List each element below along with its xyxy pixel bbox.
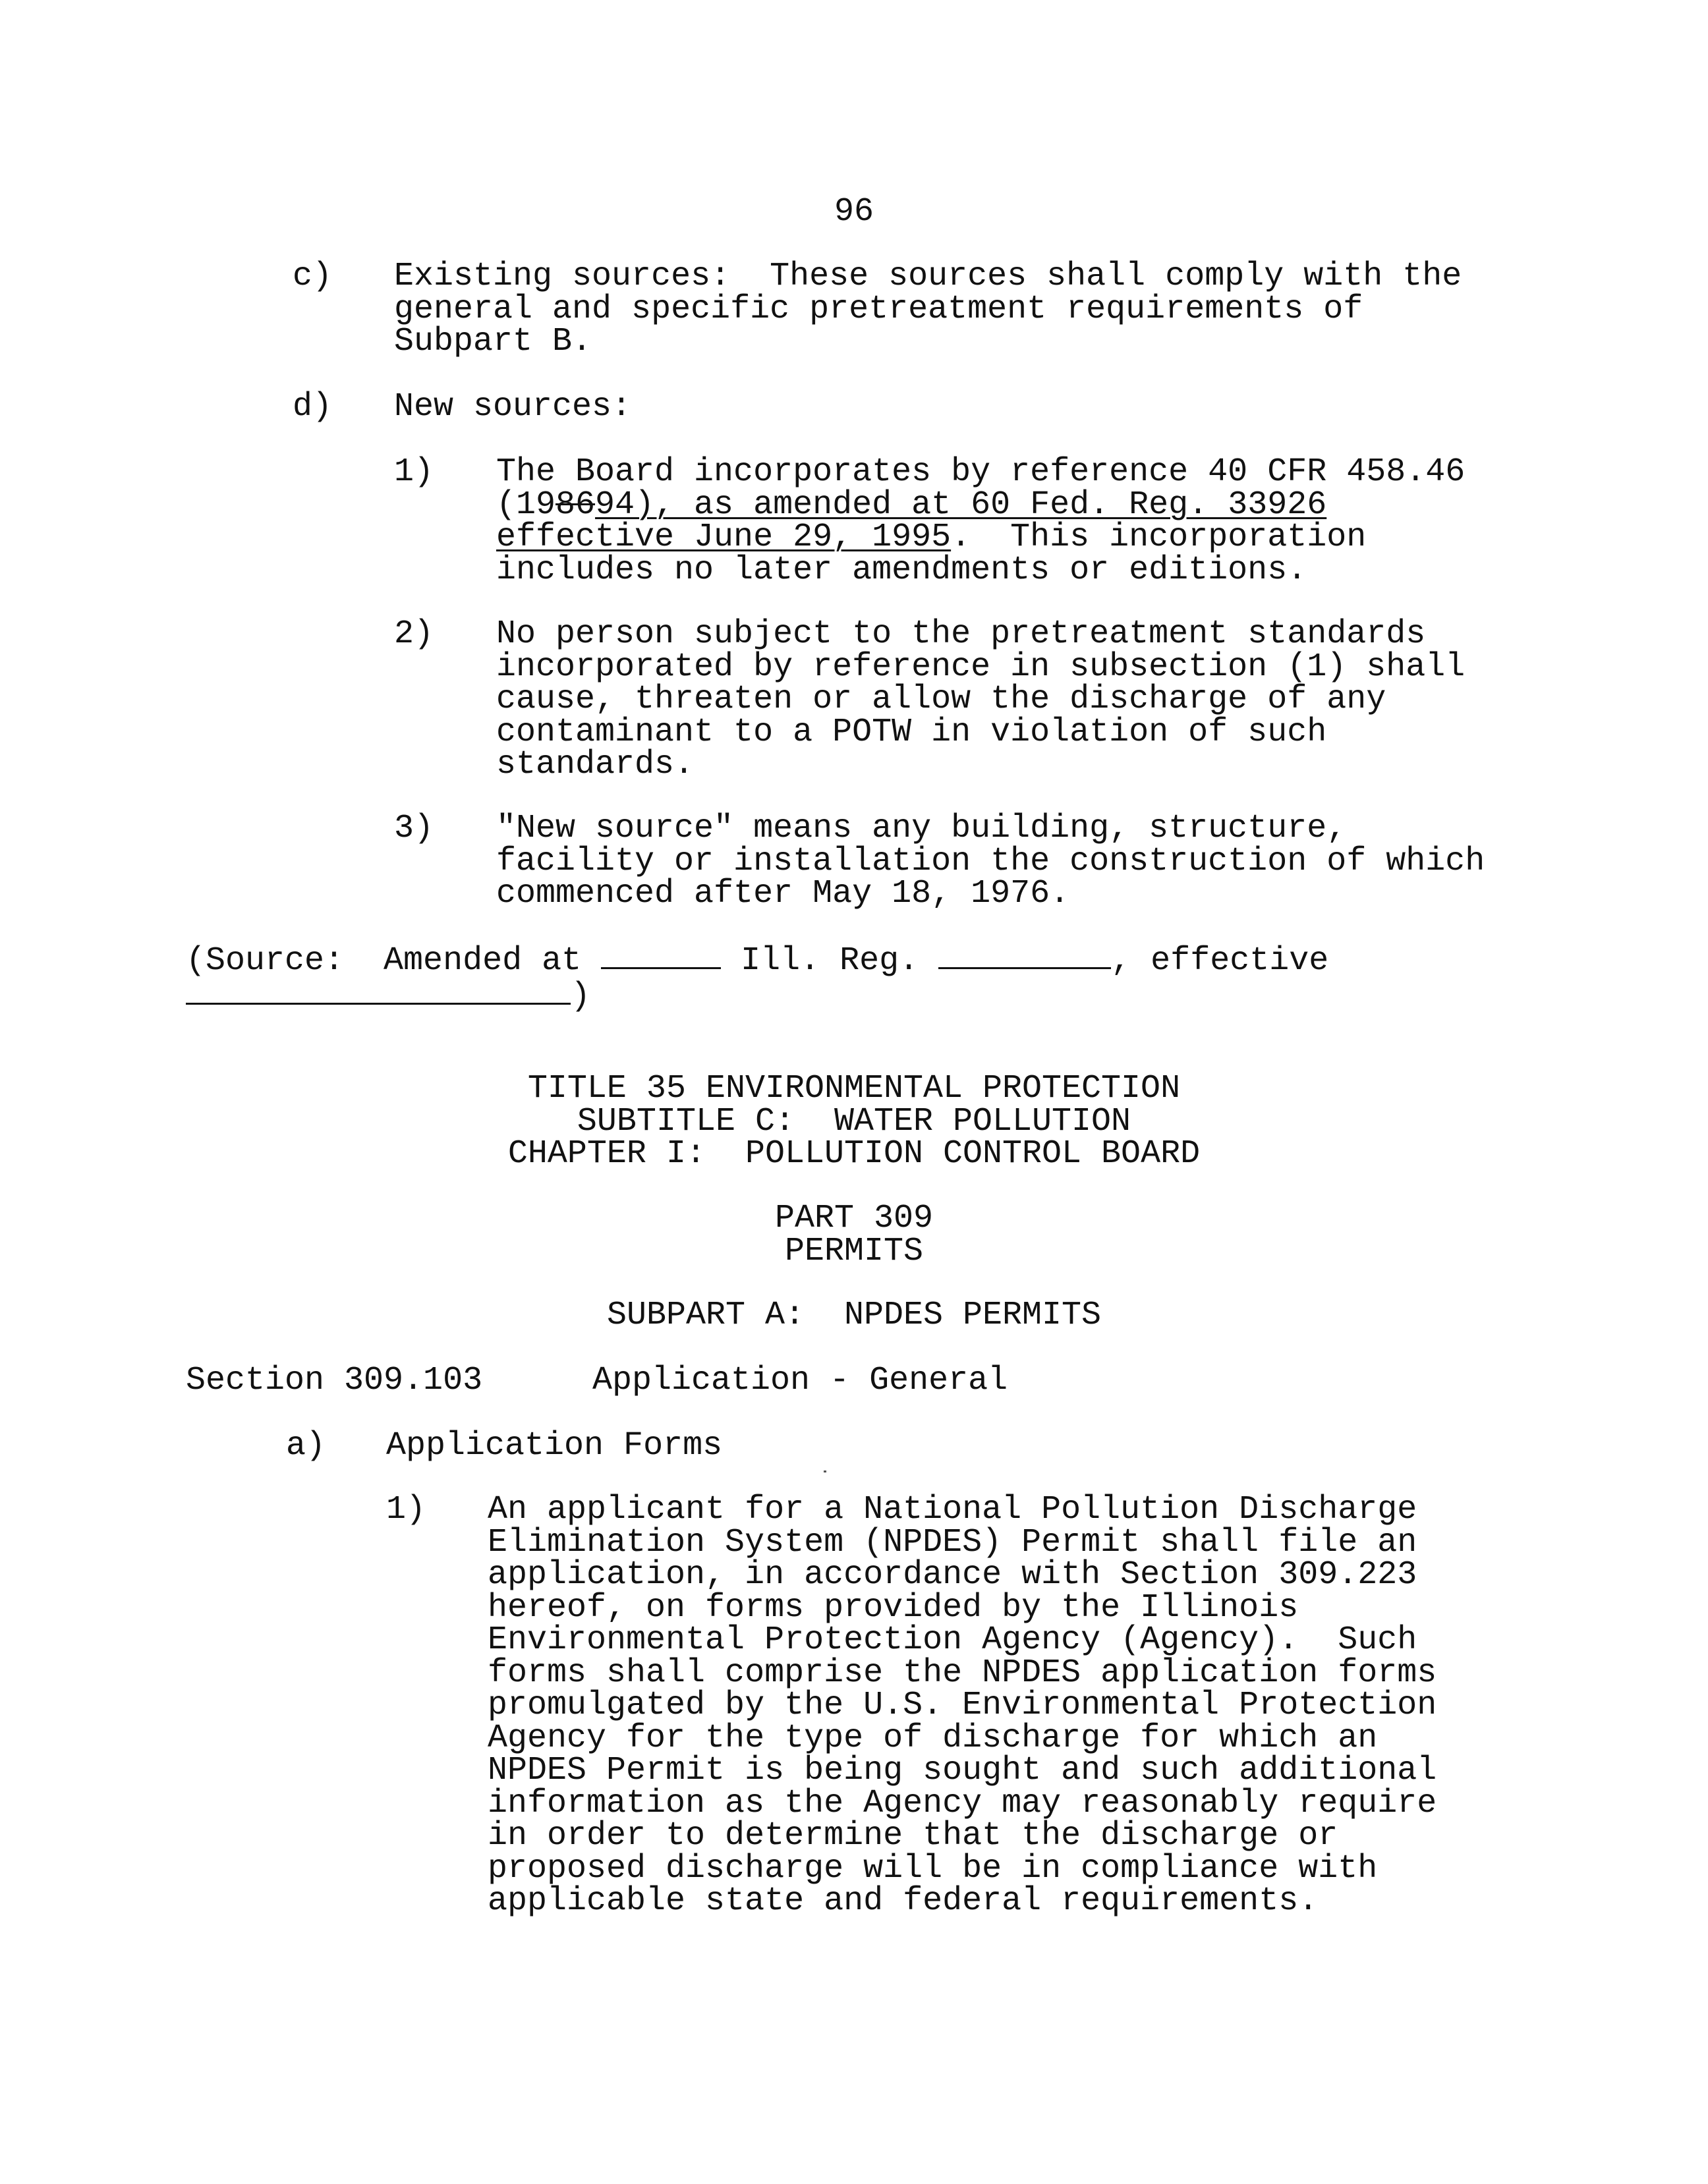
text-line: Agency for the type of discharge for which an [488, 1719, 1378, 1757]
heading-subpart: SUBPART A: NPDES PERMITS [606, 1297, 1102, 1334]
text-line: standards. [496, 746, 695, 783]
text-line: in order to determine that the discharge or [488, 1817, 1338, 1855]
item-c-label: c) [293, 258, 333, 295]
text-line: application, in accordance with Section 309.223 [488, 1556, 1417, 1594]
text-line: No person subject to the pretreatment standards [496, 615, 1426, 653]
inserted-text: effective June 29, 1995 [496, 518, 952, 556]
text-line: "New source" means any building, structure, [496, 810, 1347, 847]
item-a-label: a) [286, 1427, 326, 1465]
text-plain: . This incorporation [951, 518, 1367, 556]
item-d3-text [496, 812, 1485, 910]
heading-title: TITLE 35 ENVIRONMENTAL PROTECTION [527, 1070, 1181, 1107]
text-line: contaminant to a POTW in violation of such [496, 713, 1327, 751]
part-heading [0, 1202, 1708, 1268]
text-line: commenced after May 18, 1976. [496, 875, 1070, 912]
item-d-text: New sources: [394, 388, 632, 426]
subpart-heading [0, 1299, 1708, 1332]
source-note [186, 942, 1328, 1013]
text-line: applicable state and federal requirements. [488, 1882, 1319, 1920]
text-line: Elimination System (NPDES) Permit shall file an [488, 1523, 1417, 1561]
heading-subtitle: SUBTITLE C: WATER POLLUTION [577, 1102, 1131, 1140]
item-c-text [394, 260, 1462, 358]
blank-page [938, 942, 1111, 969]
blank-effective-date [186, 978, 571, 1005]
item-d-label: d) [293, 388, 333, 426]
section-name: Application - General [592, 1362, 1008, 1399]
stray-mark [824, 1470, 826, 1472]
text-line [496, 486, 1465, 524]
text-line: promulgated by the U.S. Environmental Protection [488, 1687, 1437, 1724]
text-line: general and specific pretreatment requirements of [394, 290, 1363, 328]
heading-chapter: CHAPTER I: POLLUTION CONTROL BOARD [507, 1135, 1201, 1173]
heading-part-name: PERMITS [784, 1232, 924, 1270]
title-heading [0, 1070, 1708, 1173]
source-text: Ill. Reg. [721, 942, 939, 980]
item-d2-text [496, 615, 1466, 783]
text-line [186, 942, 1328, 978]
heading-part: PART 309 [774, 1200, 934, 1237]
item-d3-label: 3) [394, 810, 434, 847]
text-line: cause, threaten or allow the discharge of any [496, 681, 1386, 718]
text-line: An applicant for a National Pollution Discharge [488, 1491, 1417, 1528]
text-line: Existing sources: These sources shall comply with the [394, 258, 1462, 295]
text-line: includes no later amendments or editions. [496, 551, 1307, 589]
inserted-text: 94), as amended at 60 Fed. Reg. 33926 [595, 486, 1327, 524]
blank-volume [601, 942, 721, 969]
item-d1-label: 1) [394, 453, 434, 491]
section-number: Section 309.103 [186, 1362, 483, 1399]
text-plain: (19 [496, 486, 556, 524]
deleted-text: 86 [555, 486, 596, 524]
text-line: Environmental Protection Agency (Agency). Such [488, 1621, 1417, 1659]
item-a1-label: 1) [386, 1491, 426, 1528]
source-text: , effective [1111, 942, 1329, 980]
item-d1-text [496, 453, 1466, 589]
page-number: 96 [834, 193, 874, 231]
text-line: NPDES Permit is being sought and such additional [488, 1752, 1437, 1789]
text-line: proposed discharge will be in compliance with [488, 1849, 1378, 1888]
text-line: Subpart B. [394, 323, 592, 360]
text-line: The Board incorporates by reference 40 CFR 458.46 [496, 453, 1466, 491]
text-line [186, 978, 1328, 1013]
item-a-text: Application Forms [386, 1427, 723, 1465]
source-text: ) [571, 977, 591, 1015]
text-line: forms shall comprise the NPDES application forms [488, 1654, 1437, 1692]
text-line [496, 518, 1465, 556]
item-d2-label: 2) [394, 615, 434, 653]
source-text: (Source: Amended at [186, 942, 602, 980]
text-line: information as the Agency may reasonably require [488, 1784, 1437, 1822]
text-line: facility or installation the construction of which [496, 842, 1485, 880]
text-line: incorporated by reference in subsection (1) shall [496, 648, 1466, 686]
text-line: hereof, on forms provided by the Illinois [488, 1588, 1299, 1627]
item-a1-text [488, 1491, 1437, 1920]
